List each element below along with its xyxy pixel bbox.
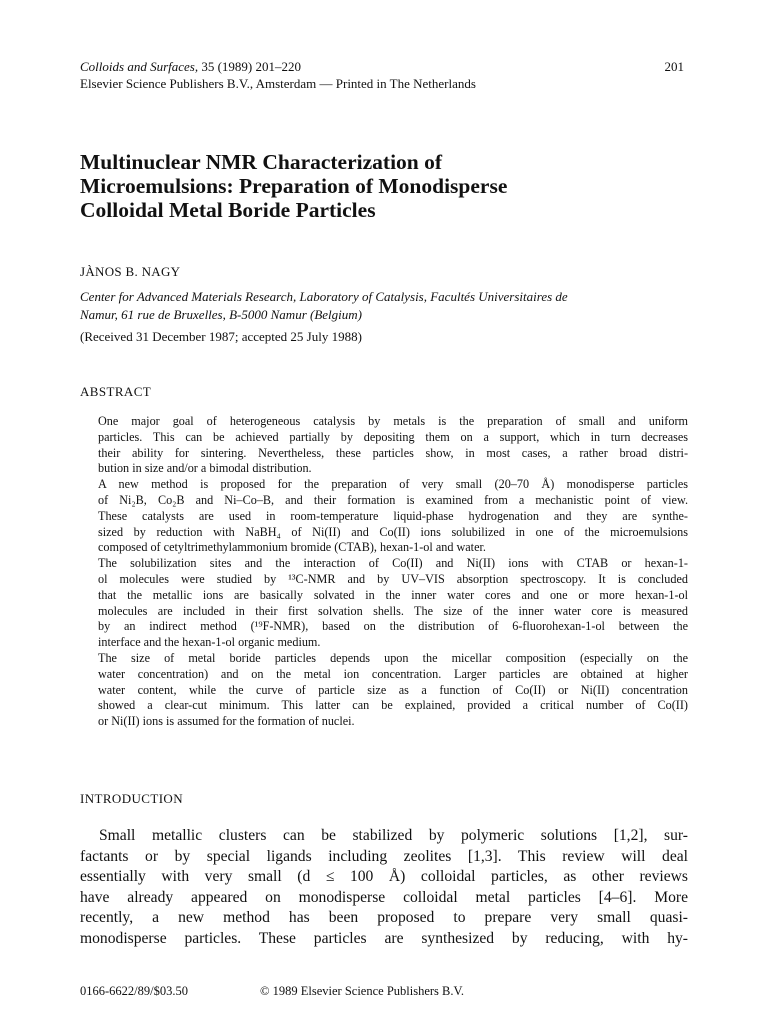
introduction-heading: INTRODUCTION (80, 791, 184, 806)
abstract-paragraph (80, 556, 688, 651)
copyright-notice: © 1989 Elsevier Science Publishers B.V. (260, 984, 465, 998)
running-header (80, 58, 688, 92)
abstract-heading: ABSTRACT (80, 384, 152, 399)
abstract-line: composed of cetyltrimethylammonium bromide (CTAB), hexan-1-ol and water. (98, 540, 486, 555)
page-number: 201 (664, 59, 684, 74)
intro-line: factants or by special ligands including zeolites [1,3]. This review will deal (80, 847, 688, 865)
journal-name: Colloids and Surfaces, (80, 59, 199, 74)
abstract-line: of Ni₂B, Co₂B and Ni–Co–B, and their formation is examined from a mechanistic point of view. (98, 492, 688, 507)
abstract-line: water content, while the curve of particle size as a function of Co(II) or Ni(II) concentration (98, 682, 688, 697)
abstract-line: ol molecules were studied by ¹³C-NMR and by UV–VIS absorption spectroscopy. It is concluded (98, 571, 688, 586)
volume-pages: 35 (1989) 201–220 (198, 59, 302, 74)
abstract-line: sized by reduction with NaBH₄ of Ni(II) and Co(II) ions solubilized in one of the microemulsions (98, 524, 688, 539)
abstract-line: bution in size and/or a bimodal distribution. (98, 461, 312, 476)
issn-price: 0166-6622/89/$03.50 (80, 984, 188, 998)
abstract-line: or Ni(II) ions is assumed for the formation of nuclei. (98, 714, 355, 729)
paper-title (80, 150, 688, 222)
abstract-line: The solubilization sites and the interaction of Co(II) and Ni(II) ions with CTAB or hexan-1- (98, 556, 688, 571)
intro-line: Small metallic clusters can be stabilized by polymeric solutions [1,2], sur- (99, 827, 688, 844)
affiliation (80, 288, 688, 323)
abstract-line: These catalysts are used in room-temperature liquid-phase hydrogenation and they are synthe- (98, 508, 688, 523)
affiliation-line: Center for Advanced Materials Research, Laboratory of Catalysis, Facultés Universitaires de (80, 289, 568, 304)
intro-line: recently, a new method has been proposed to prepare very small quasi- (80, 909, 688, 926)
abstract-line: interface and the hexan-1-ol organic medium. (98, 635, 321, 650)
publisher-line: Elsevier Science Publishers B.V., Amsterdam — Printed in The Netherlands (80, 76, 476, 91)
title-line: Multinuclear NMR Characterization of (80, 150, 443, 174)
abstract-paragraph (80, 414, 688, 477)
received-dates: (Received 31 December 1987; accepted 25 July 1988) (80, 329, 362, 344)
abstract-line: water concentration) and on the metal ion concentration. Larger particles are obtained at higher (98, 666, 688, 681)
introduction-body (80, 826, 688, 949)
intro-line: monodisperse particles. These particles are synthesized by reducing, with hy- (80, 929, 688, 947)
paper-page (80, 0, 688, 1024)
abstract-line: particles. This can be achieved partially by depositing them on a support, which in turn decreases (98, 429, 688, 444)
author-name: JÀNOS B. NAGY (80, 264, 181, 279)
abstract-line: showed a clear-cut minimum. This latter can be explained, provided a critical number of Co(II) (98, 698, 688, 713)
title-line: Microemulsions: Preparation of Monodisperse (80, 174, 508, 198)
abstract-paragraph (80, 477, 688, 556)
intro-line: essentially with very small (d ≤ 100 Å) colloidal particles, as other reviews (80, 868, 688, 885)
intro-line: have already appeared on monodisperse colloidal metal particles [4–6]. More (80, 888, 688, 906)
abstract-body (80, 414, 688, 730)
affiliation-line: Namur, 61 rue de Bruxelles, B-5000 Namur (Belgium) (80, 306, 362, 322)
abstract-paragraph (80, 651, 688, 730)
abstract-line: molecules are included in their first solvation shells. The size of the inner water core is measured (98, 603, 688, 618)
abstract-line: The size of metal boride particles depends upon the micellar composition (especially on the (98, 650, 688, 665)
abstract-line: by an indirect method (¹⁹F-NMR), based on the distribution of 6-fluorohexan-1-ol between the (98, 619, 688, 634)
title-line: Colloidal Metal Boride Particles (80, 198, 376, 222)
abstract-line: One major goal of heterogeneous catalysis by metals is the preparation of small and uniform (98, 414, 688, 428)
abstract-line: A new method is proposed for the preparation of very small (20–70 Å) monodisperse particles (98, 477, 688, 492)
citation-line (80, 58, 688, 75)
abstract-line: their ability for sintering. Nevertheless, these particles show, in most cases, a rather broad distri- (98, 445, 688, 460)
abstract-line: that the metallic ions are basically solvated in the inner water cores and one or more hexan-1-ol (98, 587, 688, 602)
